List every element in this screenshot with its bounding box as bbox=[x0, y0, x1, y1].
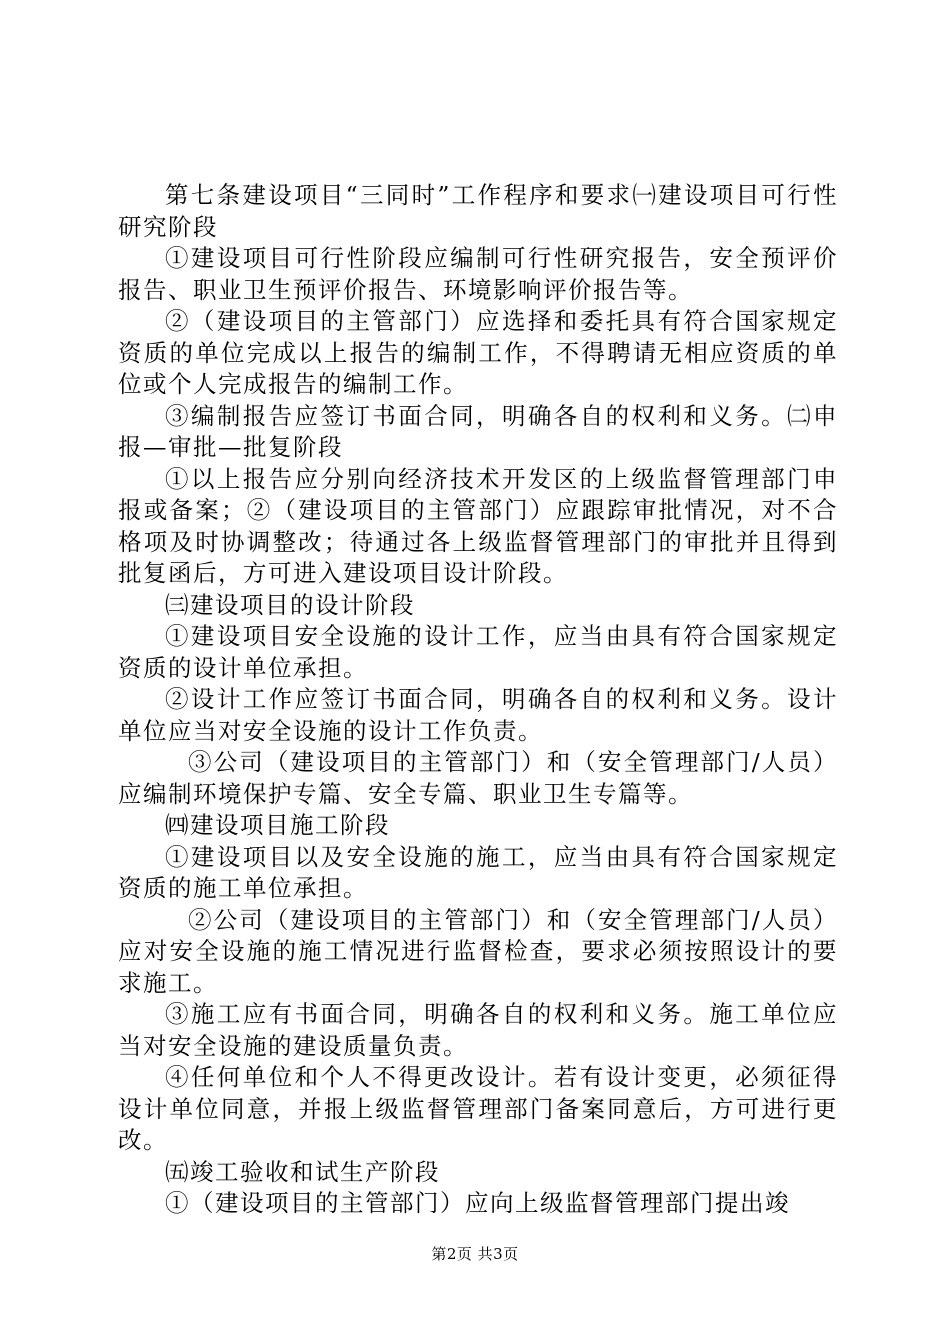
paragraph-design-3: ③公司（建设项目的主管部门）和（安全管理部门/人员）应编制环境保护专篇、安全专篇、职业卫生专篇等。 bbox=[118, 748, 838, 808]
paragraph-article-7-title: 第七条建设项目“三同时”工作程序和要求㈠建设项目可行性研究阶段 bbox=[118, 181, 838, 241]
heading-design-stage: ㈢建设项目的设计阶段 bbox=[165, 590, 415, 619]
paragraph-construction-4: ④任何单位和个人不得更改设计。若有设计变更，必须征得设计单位同意，并报上级监督管理部门备案同意后，方可进行更改。 bbox=[118, 1063, 838, 1154]
paragraph-acceptance-1: ①（建设项目的主管部门）应向上级监督管理部门提出竣 bbox=[165, 1189, 790, 1217]
heading-construction-stage: ㈣建设项目施工阶段 bbox=[165, 811, 390, 839]
paragraph-approval-1: ①以上报告应分别向经济技术开发区的上级监督管理部门申报或备案；②（建设项目的主管部门）应跟踪审批情况，对不合格项及时协调整改；待通过各上级监督管理部门的审批并且得到批复函后，方可进入建设项目设计阶段。 bbox=[118, 464, 838, 587]
paragraph-feasibility-2: ②（建设项目的主管部门）应选择和委托具有符合国家规定资质的单位完成以上报告的编制工作，不得聘请无相应资质的单位或个人完成报告的编制工作。 bbox=[118, 307, 838, 398]
paragraph-feasibility-1: ①建设项目可行性阶段应编制可行性研究报告，安全预评价报告、职业卫生预评价报告、环境影响评价报告等。 bbox=[118, 244, 838, 304]
document-body bbox=[118, 180, 838, 1220]
heading-acceptance-stage: ㈤竣工验收和试生产阶段 bbox=[165, 1157, 440, 1186]
paragraph-design-2: ②设计工作应签订书面合同，明确各自的权利和义务。设计单位应当对安全设施的设计工作负责。 bbox=[118, 685, 838, 745]
paragraph-construction-2: ②公司（建设项目的主管部门）和（安全管理部门/人员）应对安全设施的施工情况进行监督检查，要求必须按照设计的要求施工。 bbox=[118, 905, 838, 997]
paragraph-construction-3: ③施工应有书面合同，明确各自的权利和义务。施工单位应当对安全设施的建设质量负责。 bbox=[118, 1000, 838, 1060]
paragraph-design-1: ①建设项目安全设施的设计工作，应当由具有符合国家规定资质的设计单位承担。 bbox=[118, 622, 838, 682]
page-number-footer: 第2页 共3页 bbox=[431, 1245, 519, 1263]
paragraph-construction-1: ①建设项目以及安全设施的施工，应当由具有符合国家规定资质的施工单位承担。 bbox=[118, 842, 838, 902]
paragraph-feasibility-3: ③编制报告应签订书面合同，明确各自的权利和义务。㈡申报—审批—批复阶段 bbox=[118, 401, 838, 461]
